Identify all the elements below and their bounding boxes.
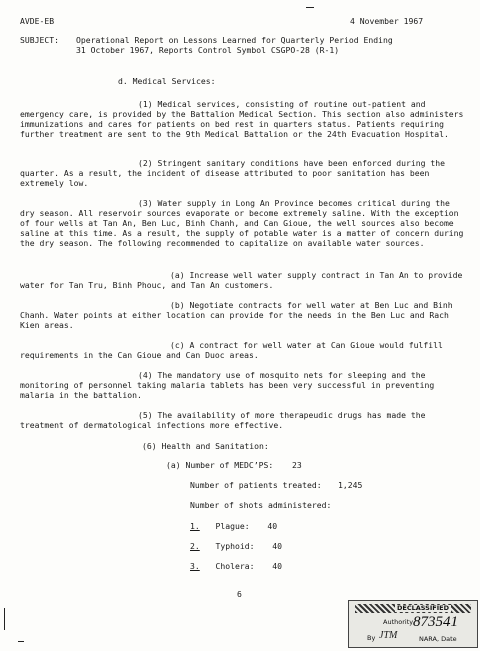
- medcaps-label: (a) Number of MEDC’PS:: [166, 460, 274, 470]
- subparagraph-c: [20, 340, 466, 360]
- paragraph-text: Water supply in Long An Province becomes critical during the dry season. All reservoir sources evaporate or become extremely saline. With the exception of four wells at Tan An, Ben Luc, Binh Chanh, and Can Gioue, the well sources also become saline at this time. As a result, the supply of potable water is a matter of concern during the dry season. The following recommended to capitalize on available water sources.: [20, 198, 464, 248]
- stamp-nara-label: NARA, Date: [419, 635, 457, 643]
- subparagraph-b: [20, 300, 466, 330]
- subject-line-2: 31 October 1967, Reports Control Symbol CSGPO-28 (R-1): [76, 45, 340, 55]
- pen-mark: [306, 7, 314, 8]
- stamp-by-label: By: [367, 634, 376, 642]
- shot-row-plague: [190, 521, 277, 531]
- shot-count: 40: [272, 541, 282, 551]
- subparagraph-text: Increase well water supply contract in Tan An to provide water for Tan Tru, Binh Phouc, and Tan An customers.: [20, 270, 463, 290]
- declassification-stamp: [348, 600, 478, 648]
- shot-name: Typhoid:: [215, 541, 255, 551]
- shot-count: 40: [272, 561, 282, 571]
- subparagraph-letter: (a): [170, 270, 185, 280]
- paragraph-1: [20, 99, 466, 139]
- paragraph-number: (4): [138, 370, 153, 380]
- paragraph-2: [20, 158, 466, 188]
- paragraph-3: [20, 198, 466, 248]
- document-date: 4 November 1967: [350, 16, 424, 26]
- paragraph-number: (2): [138, 158, 153, 168]
- subparagraph-text: Negotiate contracts for well water at Ben Luc and Binh Chanh. Water points at either location can provide for the needs in the Ben Luc and Rach Kien areas.: [20, 300, 453, 330]
- shot-number: 2.: [190, 541, 200, 551]
- shot-name: Plague:: [215, 521, 250, 531]
- paragraph-4: [20, 370, 466, 400]
- edge-mark: [18, 641, 24, 642]
- paragraph-number: (3): [138, 198, 153, 208]
- office-symbol: AVDE-EB: [20, 16, 55, 26]
- page-number: 6: [237, 589, 242, 599]
- edge-mark: [4, 608, 5, 630]
- paragraph-5: [20, 410, 466, 430]
- shot-number: 1.: [190, 521, 200, 531]
- stamp-label: DECLASSIFIED: [397, 604, 449, 612]
- subject-label: SUBJECT:: [20, 35, 59, 45]
- section-heading: d. Medical Services:: [118, 76, 216, 86]
- paragraph-number: (5): [138, 410, 153, 420]
- stamp-initials: JTM: [379, 630, 398, 641]
- paragraph-text: The mandatory use of mosquito nets for sleeping and the monitoring of personnel taking malaria tablets has been very successful in preventing malaria in the battalion.: [20, 370, 435, 400]
- subparagraph-a: [20, 270, 466, 290]
- patients-label: Number of patients treated:: [190, 480, 322, 490]
- shot-number: 3.: [190, 561, 200, 571]
- subparagraph-letter: (b): [170, 300, 185, 310]
- paragraph-text: The availability of more therapeudic drugs has made the treatment of dermatological infections more effective.: [20, 410, 426, 430]
- stamp-authority-label: Authority: [383, 618, 414, 626]
- paragraph-number: (1): [138, 99, 153, 109]
- shot-row-cholera: [190, 561, 282, 571]
- stamp-authority-number: 873541: [413, 614, 458, 630]
- shot-name: Cholera:: [215, 561, 255, 571]
- health-heading: (6) Health and Sanitation:: [142, 441, 269, 451]
- subject-line-1: Operational Report on Lessons Learned for Quarterly Period Ending: [76, 35, 393, 45]
- patients-value: 1,245: [338, 480, 363, 490]
- shot-row-typhoid: [190, 541, 282, 551]
- shots-label: Number of shots administered:: [190, 500, 332, 510]
- paragraph-text: Medical services, consisting of routine out-patient and emergency care, is provided by the Battalion Medical Section. This section also administers immunizations and cares for patients on bed rest in quarters status. Patients requiring further treatment are sent to the 9th Medical Battalion or the 24th Evacuation Hospital.: [20, 99, 464, 139]
- medcaps-value: 23: [292, 460, 302, 470]
- shot-count: 40: [267, 521, 278, 531]
- subparagraph-text: A contract for well water at Can Gioue would fulfill requirements in the Can Gioue and Can Duoc areas.: [20, 340, 443, 360]
- subparagraph-letter: (c): [170, 340, 185, 350]
- paragraph-text: Stringent sanitary conditions have been enforced during the quarter. As a result, the incident of disease attributed to poor sanitation has been extremely low.: [20, 158, 445, 188]
